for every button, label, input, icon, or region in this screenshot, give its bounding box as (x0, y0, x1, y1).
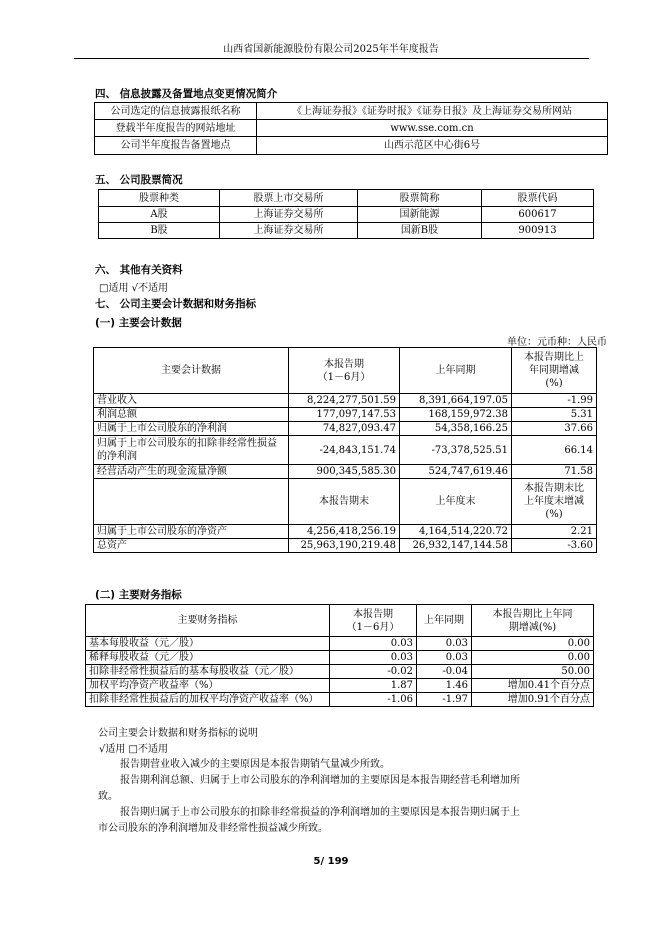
cell: -0.02 (330, 665, 417, 679)
cell: 0.03 (417, 651, 472, 665)
column-header: 上年同期 (417, 605, 472, 637)
note-paragraph: 报告期营业收入减少的主要原因是本报告期销气量减少所致。 (120, 759, 390, 770)
column-header: 本报告期 （1－6月） (330, 605, 417, 637)
cell: 基本每股收益（元／股） (86, 637, 330, 651)
column-header: 股票代码 (482, 190, 594, 207)
table-row (86, 651, 594, 665)
column-header: 本报告期比上年同 期增减(%) (472, 605, 594, 637)
cell: 4,256,418,256.19 (289, 525, 400, 539)
cell: 登载半年度报告的网站地址 (95, 120, 257, 137)
cell: 上海证券交易所 (220, 207, 358, 223)
cell: -1.06 (330, 693, 417, 707)
note-paragraph-continued: 市公司股东的净利润增加及非经常性损益减少所致。 (98, 823, 328, 834)
cell: 公司半年度报告备置地点 (95, 137, 257, 155)
column-header: 股票种类 (99, 190, 220, 207)
cell: 0.03 (417, 637, 472, 651)
table-row (99, 207, 594, 223)
cell: 国新B股 (358, 223, 482, 239)
unit-label: 单位：元币种：人民币 (507, 337, 607, 348)
cell: 稀释每股收益（元／股） (86, 651, 330, 665)
cell: 0.00 (472, 637, 594, 651)
cell: 总资产 (94, 539, 289, 553)
cell: 1.46 (417, 679, 472, 693)
cell (94, 479, 289, 525)
cell: 归属于上市公司股东的净资产 (94, 525, 289, 539)
table-row (95, 137, 608, 155)
section7-heading: 七、 公司主要会计数据和财务指标 (95, 298, 257, 310)
page-number: 5/ 199 (313, 856, 349, 867)
cell: 50.00 (472, 665, 594, 679)
cell: 4,164,514,220.72 (400, 525, 512, 539)
cell: www.sse.com.cn (257, 120, 608, 137)
table-row (94, 408, 597, 422)
cell: 66.14 (512, 436, 597, 465)
section5-heading: 五、 公司股票简况 (95, 174, 183, 186)
cell: 2.21 (512, 525, 597, 539)
cell: 5.31 (512, 408, 597, 422)
table-row (94, 465, 597, 479)
cell: 8,224,277,501.59 (289, 394, 400, 408)
cell: -73,378,525.51 (400, 436, 512, 465)
cell: 0.03 (330, 651, 417, 665)
cell: 增加0.41个百分点 (472, 679, 594, 693)
stock-table (98, 189, 594, 239)
notes-applicability: √适用 □不适用 (99, 744, 168, 755)
cell: 扣除非经常性损益后的基本每股收益（元／股） (86, 665, 330, 679)
section6-heading: 六、 其他有关资料 (95, 264, 183, 276)
cell: 营业收入 (94, 394, 289, 408)
column-header: 主要财务指标 (86, 605, 330, 637)
subsection1-heading: (一) 主要会计数据 (95, 317, 182, 329)
table-row (95, 120, 608, 137)
notes-title: 公司主要会计数据和财务指标的说明 (98, 728, 258, 739)
cell: 上海证券交易所 (220, 223, 358, 239)
cell: 国新能源 (358, 207, 482, 223)
note-paragraph: 报告期归属于上市公司股东的扣除非经常损益的净利润增加的主要原因是本报告期归属于上 (120, 807, 520, 818)
cell: 经营活动产生的现金流量净额 (94, 465, 289, 479)
cell: 168,159,972.38 (400, 408, 512, 422)
table-row (86, 693, 594, 707)
column-header: 本报告期末 (289, 479, 400, 525)
cell: 1.87 (330, 679, 417, 693)
accounting-data-table (93, 347, 597, 553)
subsection2-heading: (二) 主要财务指标 (95, 589, 182, 601)
cell: 524,747,619.46 (400, 465, 512, 479)
table-header-row (86, 605, 594, 637)
cell: 归属于上市公司股东的扣除非经常性损益的净利润 (94, 436, 289, 465)
note-paragraph-continued: 致。 (98, 791, 118, 802)
cell: -24,843,151.74 (289, 436, 400, 465)
cell: 公司选定的信息披露报纸名称 (95, 103, 257, 120)
cell: 增加0.91个百分点 (472, 693, 594, 707)
table-row (94, 539, 597, 553)
column-header: 主要会计数据 (94, 348, 289, 394)
cell: -0.04 (417, 665, 472, 679)
table-row (86, 637, 594, 651)
table-row (94, 436, 597, 465)
note-paragraph: 报告期利润总额、归属于上市公司股东的净利润增加的主要原因是本报告期经营毛利增加所 (120, 775, 520, 786)
cell: 0.03 (330, 637, 417, 651)
table-row (99, 223, 594, 239)
section4-heading: 四、 信息披露及备置地点变更情况简介 (95, 88, 278, 100)
applicability-options: □适用 √不适用 (99, 283, 168, 294)
column-header: 股票简称 (358, 190, 482, 207)
table-header-row (94, 479, 597, 525)
cell: 26,932,147,144.58 (400, 539, 512, 553)
cell: 600617 (482, 207, 594, 223)
column-header: 本报告期比上 年同期增减 (%) (512, 348, 597, 394)
table-row (94, 422, 597, 436)
column-header: 本报告期末比 上年度末增减 (%) (512, 479, 597, 525)
cell: -1.97 (417, 693, 472, 707)
table-row (94, 525, 597, 539)
table-header-row (94, 348, 597, 394)
table-header-row (99, 190, 594, 207)
table-row (86, 665, 594, 679)
financial-indicators-table (85, 604, 594, 707)
header-divider (74, 58, 589, 59)
cell: -1.99 (512, 394, 597, 408)
cell: 900913 (482, 223, 594, 239)
table-row (86, 679, 594, 693)
cell: 0.00 (472, 651, 594, 665)
cell: 177,097,147.53 (289, 408, 400, 422)
cell: -3.60 (512, 539, 597, 553)
table-row (94, 394, 597, 408)
cell: 900,345,585.30 (289, 465, 400, 479)
cell: 37.66 (512, 422, 597, 436)
column-header: 上年度末 (400, 479, 512, 525)
cell: 25,963,190,219.48 (289, 539, 400, 553)
cell: 《上海证券报》《证券时报》《证券日报》及上海证券交易所网站 (257, 103, 608, 120)
disclosure-table (94, 102, 608, 155)
cell: 71.58 (512, 465, 597, 479)
column-header: 本报告期 （1－6月） (289, 348, 400, 394)
column-header: 上年同期 (400, 348, 512, 394)
cell: 扣除非经常性损益后的加权平均净资产收益率（%） (86, 693, 330, 707)
column-header: 股票上市交易所 (220, 190, 358, 207)
cell: 利润总额 (94, 408, 289, 422)
cell: 加权平均净资产收益率（%） (86, 679, 330, 693)
cell: 归属于上市公司股东的净利润 (94, 422, 289, 436)
table-row (95, 103, 608, 120)
cell: 山西示范区中心街6号 (257, 137, 608, 155)
page-header: 山西省国新能源股份有限公司2025年半年度报告 (223, 44, 439, 55)
cell: 54,358,166.25 (400, 422, 512, 436)
cell: 8,391,664,197.05 (400, 394, 512, 408)
cell: B股 (99, 223, 220, 239)
cell: A股 (99, 207, 220, 223)
cell: 74,827,093.47 (289, 422, 400, 436)
